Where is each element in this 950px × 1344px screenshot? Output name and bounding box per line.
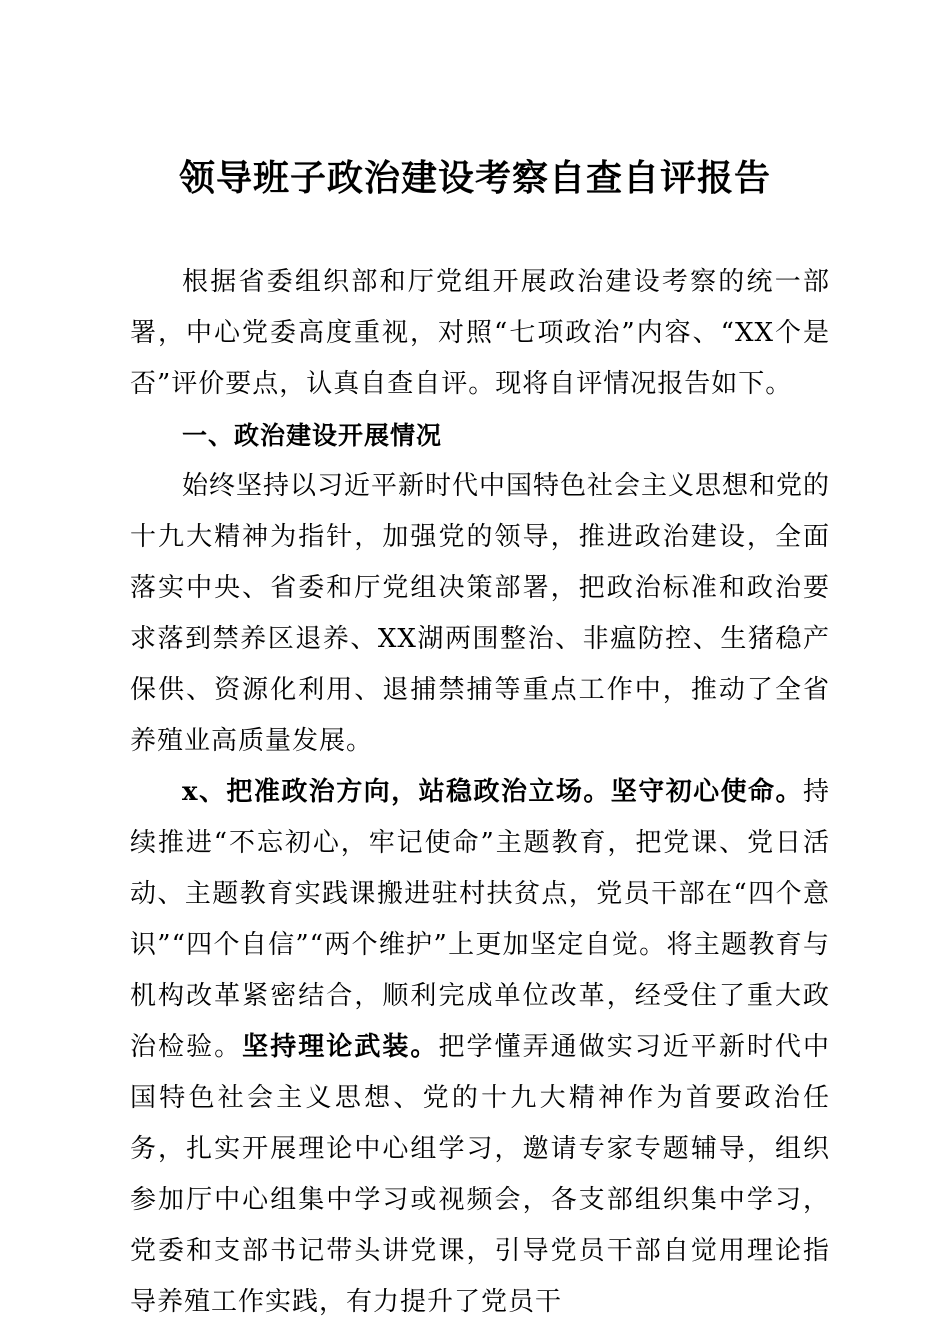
document-body (130, 257, 830, 1328)
intro-paragraph: 根据省委组织部和厅党组开展政治建设考察的统一部署，中心党委高度重视，对照“七项政治”内容、“XX个是否”评价要点，认真自查自评。现将自评情况报告如下。 (130, 267, 830, 399)
paragraph-text-theory: 把学懂弄通做实习近平新时代中国特色社会主义思想、党的十九大精神作为首要政治任务，扎实开展理论中心组学习，邀请专家专题辅导，组织参加厅中心组集中学习或视频会，各支部组织集中学习，党委和支部书记带头讲党课，引导党员干部自觉用理论指导养殖工作实践，有力提升了党员干 (130, 1032, 830, 1317)
section-heading: 一、政治建设开展情况 (182, 421, 443, 450)
paragraph-political-direction (130, 767, 830, 1328)
document-title: 领导班子政治建设考察自查自评报告 (178, 157, 771, 199)
paragraph-text-mission: 持续推进“不忘初心，牢记使命”主题教育，把党课、党日活动、主题教育实践课搬进驻村扶贫点，党员干部在“四个意识”“四个自信”“两个维护”上更加坚定自觉。将主题教育与机构改革紧密结合，顺利完成单位改革，经受住了重大政治检验。 (130, 777, 830, 1062)
bold-lead-phrase: x、把准政治方向，站稳政治立场。 (182, 777, 611, 807)
bold-phrase-theory: 坚持理论武装。 (242, 1032, 439, 1062)
paragraph-overview: 始终坚持以习近平新时代中国特色社会主义思想和党的十九大精神为指针，加强党的领导，推进政治建设，全面落实中央、省委和厅党组决策部署，把政治标准和政治要求落到禁养区退养、XX湖两围整治、非瘟防控、生猪稳产保供、资源化利用、退捕禁捕等重点工作中，推动了全省养殖业高质量发展。 (130, 471, 831, 756)
bold-phrase-mission: 坚守初心使命。 (610, 777, 803, 807)
